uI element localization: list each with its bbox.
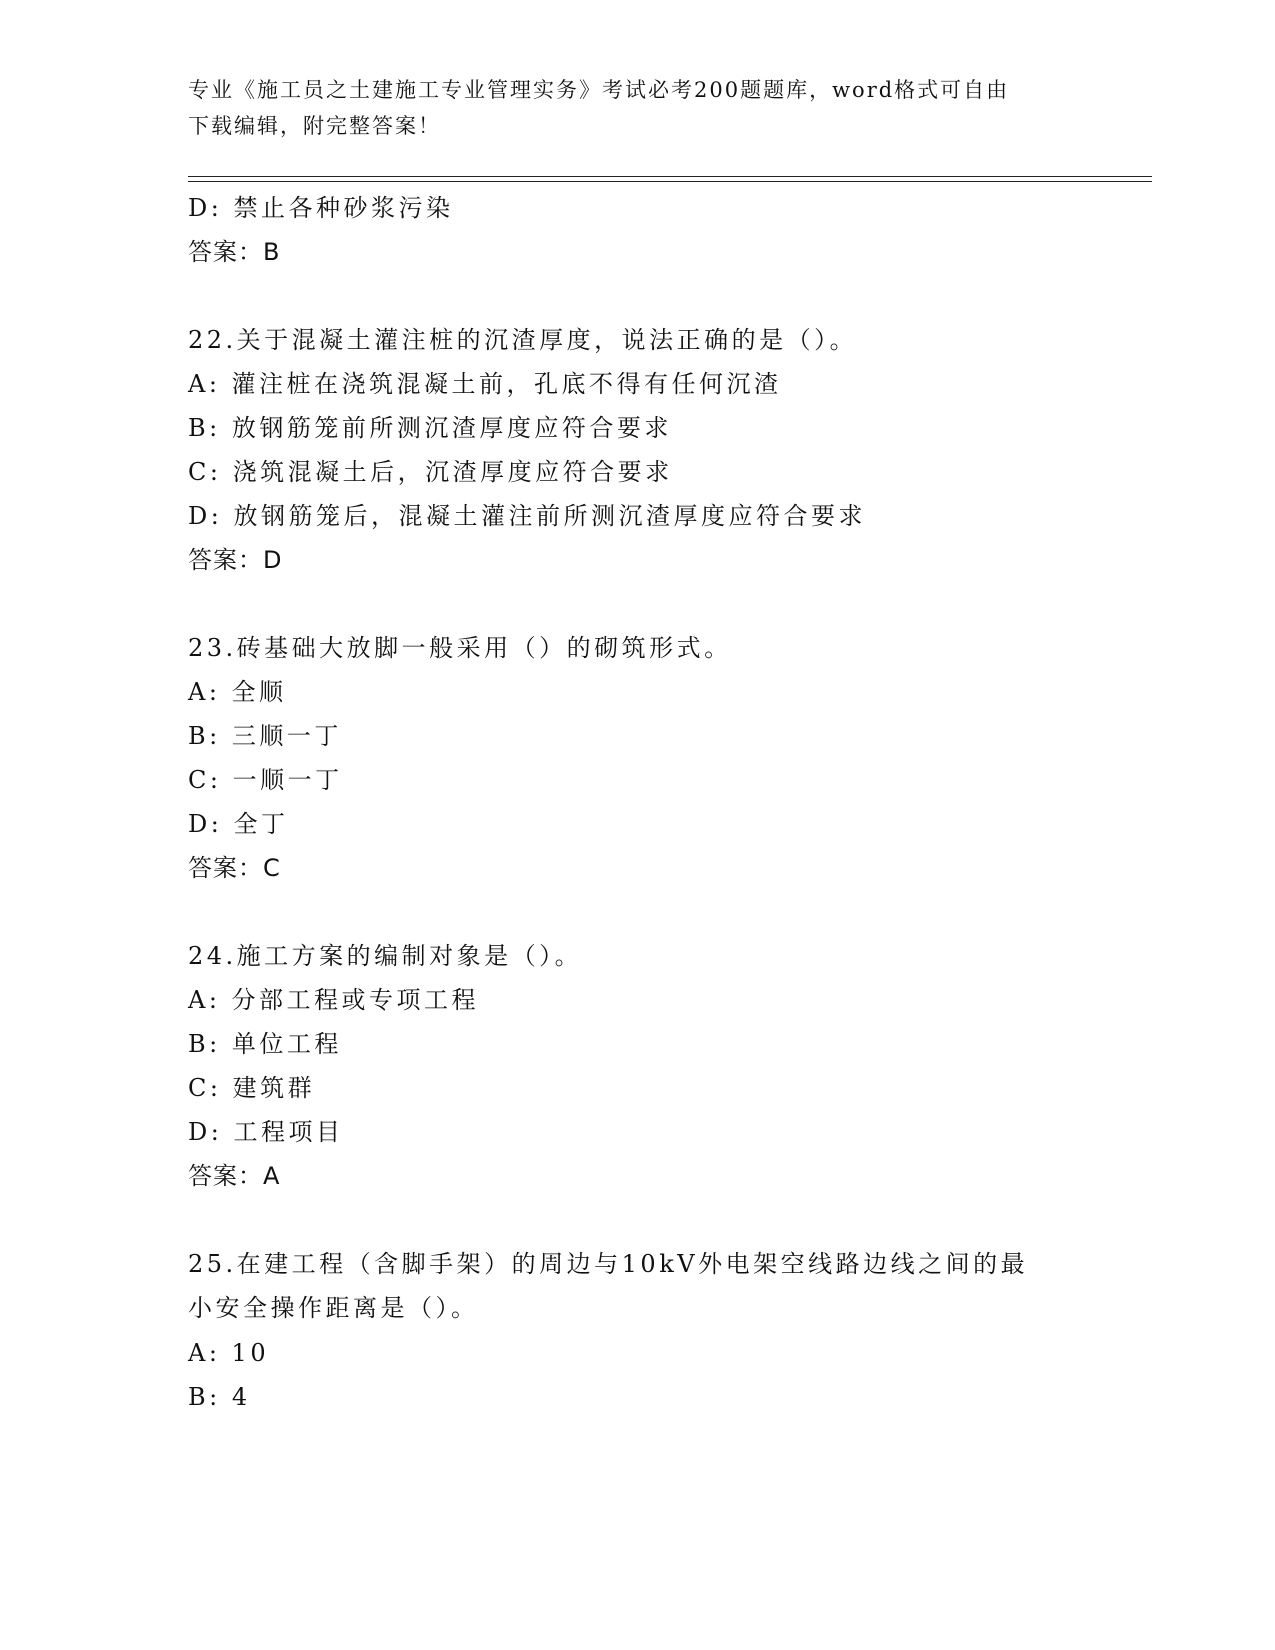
q22-stem: 22.关于混凝土灌注桩的沉渣厚度，说法正确的是（）。 <box>188 326 858 354</box>
q21-answer: 答案：B <box>188 238 281 266</box>
q24-answer: 答案：A <box>188 1162 281 1190</box>
q23-option-d: D: 全丁 <box>188 810 289 838</box>
document-header <box>188 72 1088 144</box>
q24-option-a: A: 分部工程或专项工程 <box>188 986 480 1014</box>
q24-option-d: D: 工程项目 <box>188 1118 344 1146</box>
header-line-2: 下载编辑，附完整答案！ <box>188 114 441 138</box>
q24-option-b: B: 单位工程 <box>188 1030 342 1058</box>
q22-option-a: A: 灌注桩在浇筑混凝土前，孔底不得有任何沉渣 <box>188 370 782 398</box>
q24-option-c: C: 建筑群 <box>188 1074 316 1102</box>
q22-option-b: B: 放钢筋笼前所测沉渣厚度应符合要求 <box>188 414 672 442</box>
q22-option-c: C: 浇筑混凝土后，沉渣厚度应符合要求 <box>188 458 673 486</box>
q23-answer: 答案：C <box>188 854 281 882</box>
q25-stem-line-1: 25.在建工程（含脚手架）的周边与10kV外电架空线路边线之间的最 <box>188 1250 1029 1278</box>
q25-stem-line-2: 小安全操作距离是（）。 <box>188 1294 479 1322</box>
q25-option-b: B: 4 <box>188 1383 251 1411</box>
q23-option-c: C: 一顺一丁 <box>188 766 343 794</box>
q22-answer: 答案：D <box>188 546 283 574</box>
header-line-1: 专业《施工员之土建施工专业管理实务》考试必考200题题库，word格式可自由 <box>188 78 1010 102</box>
q22-option-d: D: 放钢筋笼后，混凝土灌注前所测沉渣厚度应符合要求 <box>188 502 866 530</box>
q24-stem: 24.施工方案的编制对象是（）。 <box>188 942 583 970</box>
q23-option-a: A: 全顺 <box>188 678 287 706</box>
header-divider-bottom <box>188 181 1152 182</box>
q21-option-d: D: 禁止各种砂浆污染 <box>188 194 454 222</box>
q23-option-b: B: 三顺一丁 <box>188 722 342 750</box>
q23-stem: 23.砖基础大放脚一般采用（）的砌筑形式。 <box>188 634 732 662</box>
q25-option-a: A: 10 <box>188 1339 270 1367</box>
header-divider-top <box>188 176 1152 177</box>
